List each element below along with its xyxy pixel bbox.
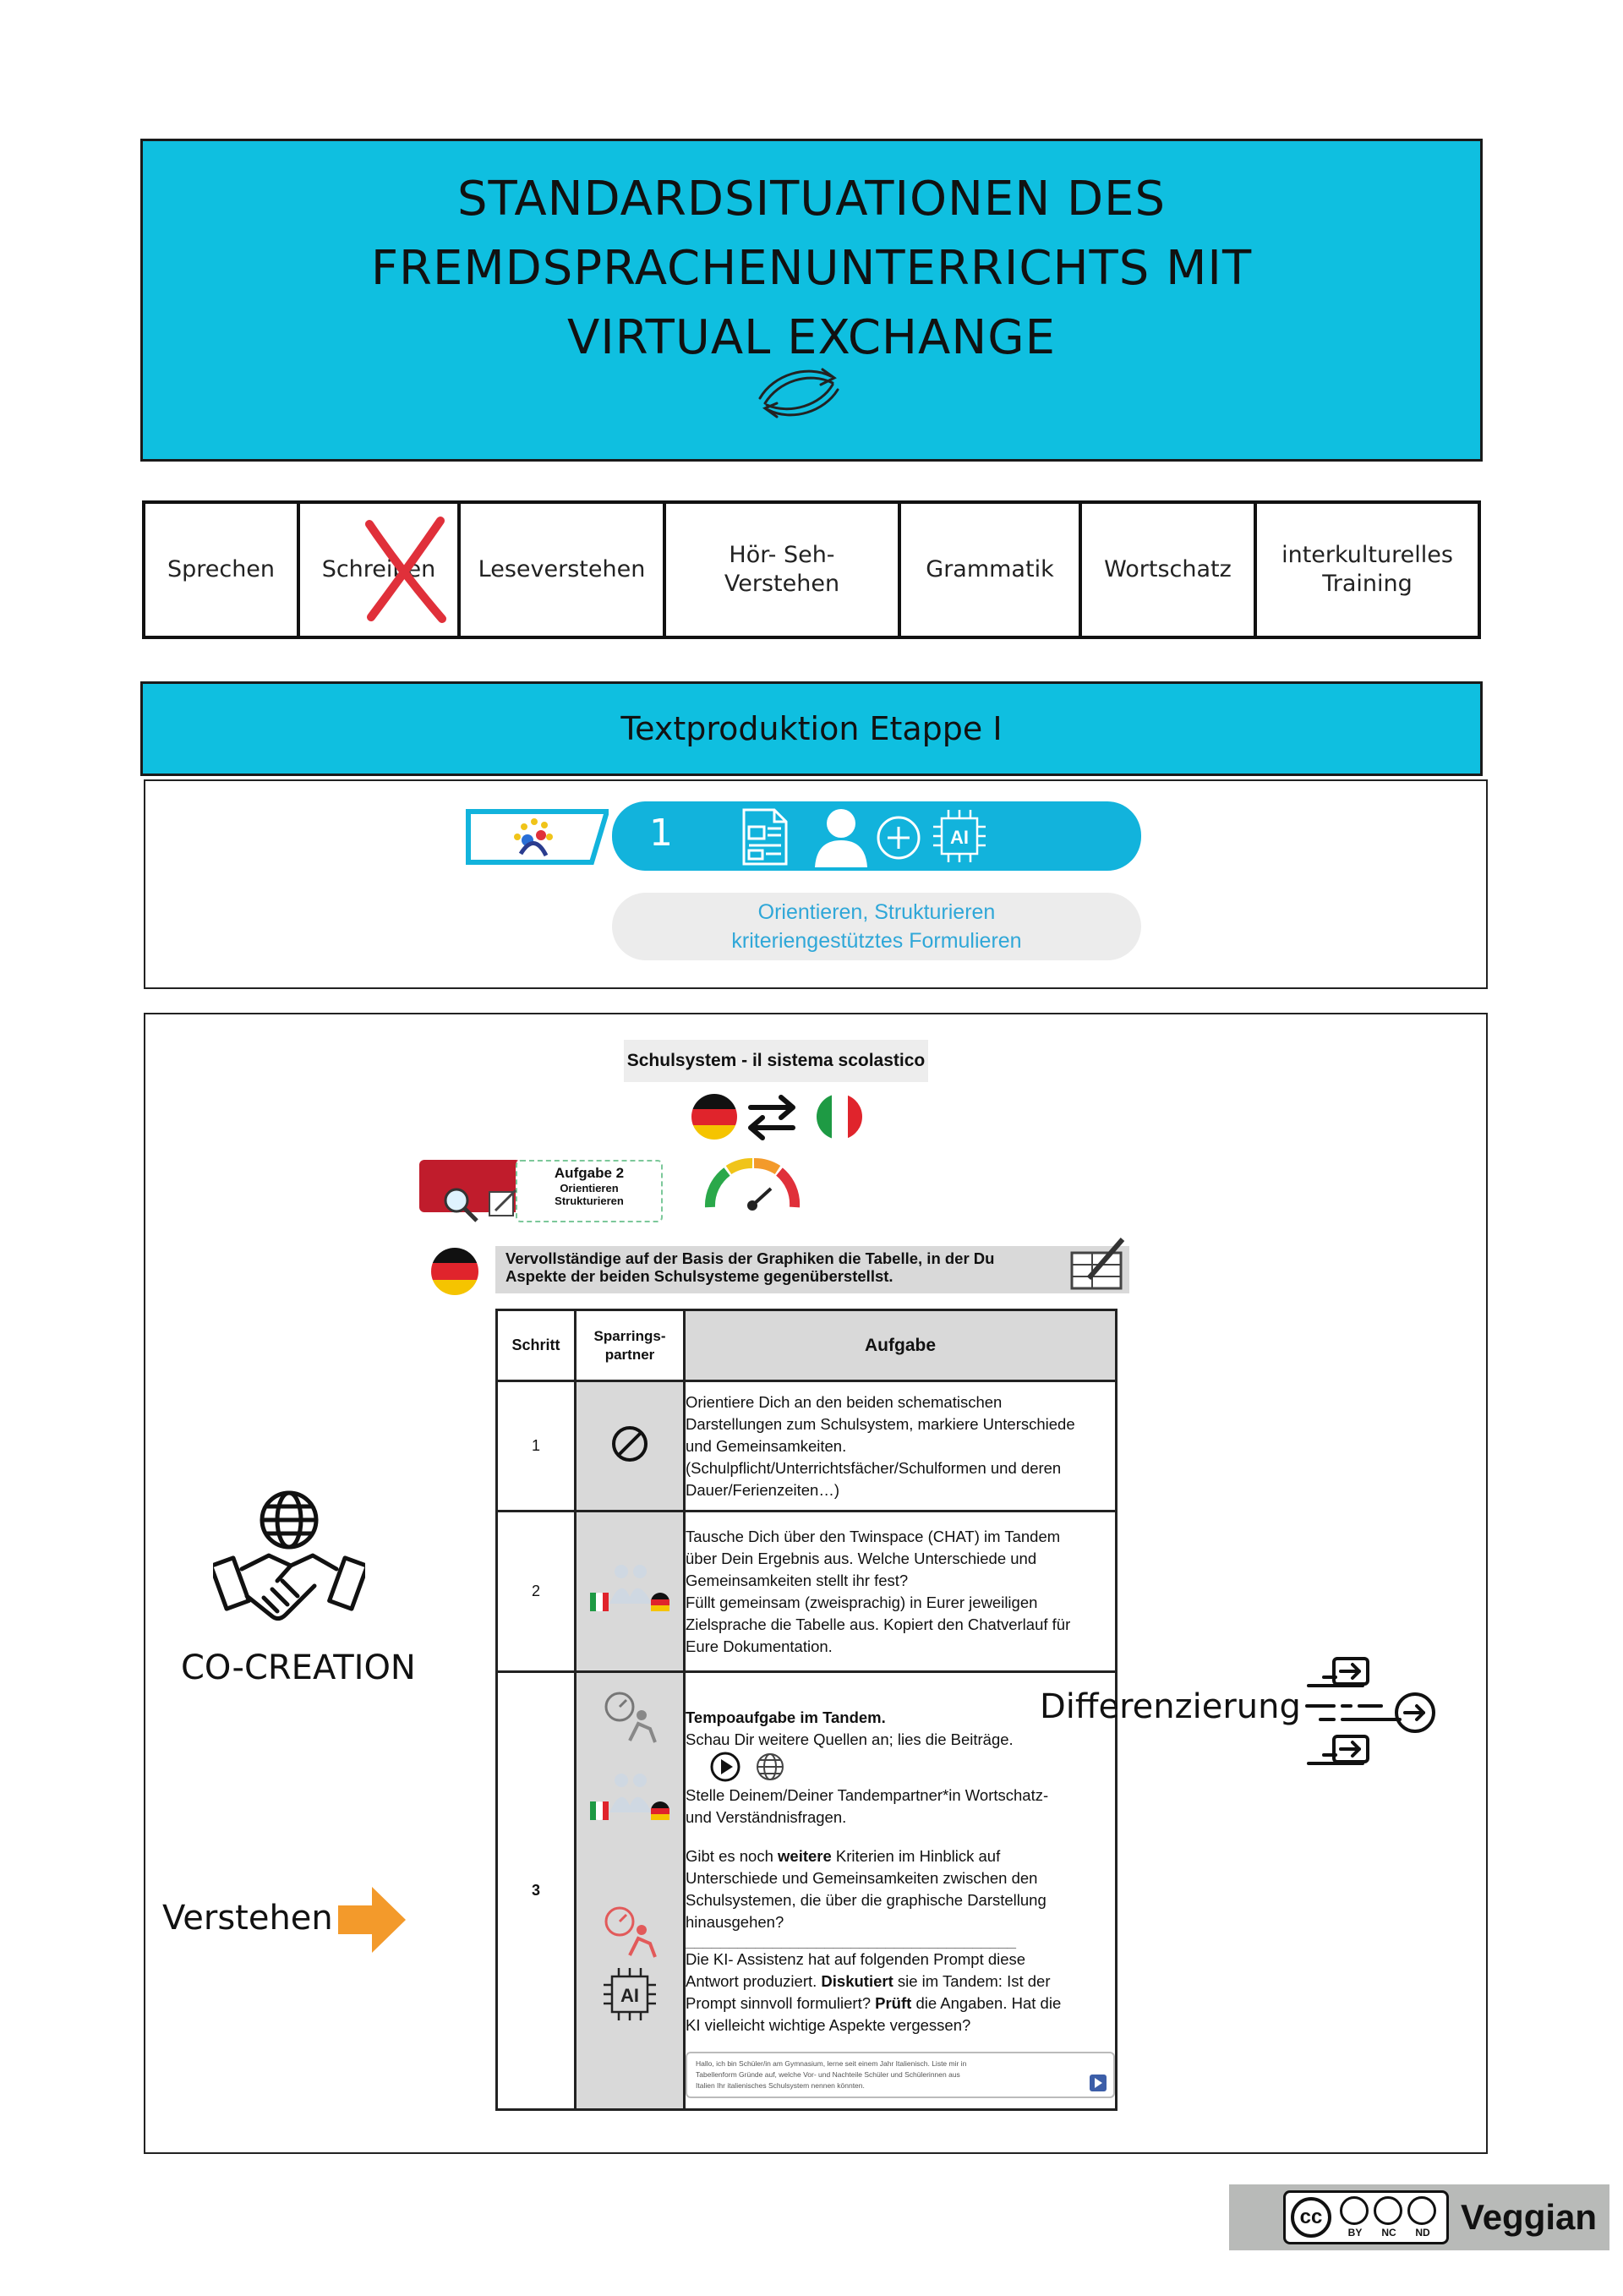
swap-arrows-icon xyxy=(746,1094,798,1141)
license-badge xyxy=(1229,2184,1609,2250)
skills-bar xyxy=(142,500,1481,639)
worksheet-heading-text: Schulsystem - il sistema scolastico xyxy=(626,1051,926,1070)
table-row xyxy=(497,1672,1117,2110)
aufgabe-sub-2: Strukturieren xyxy=(555,1194,624,1207)
task-table xyxy=(495,1309,1118,2111)
prompt-box xyxy=(686,2052,1115,2098)
skill-label: Grammatik xyxy=(926,556,1054,582)
title-line-2: FREMDSPRACHENUNTERRICHTS MIT xyxy=(370,241,1253,296)
task-line: Darstellungen zum Schulsystem, markiere Unterschiede xyxy=(686,1414,1075,1433)
nc-label: NC xyxy=(1381,2227,1396,2239)
task-cell xyxy=(685,1672,1117,2110)
text-part: Gibt es noch xyxy=(686,1847,779,1865)
skill-wortschatz[interactable] xyxy=(1082,504,1257,636)
phase-box xyxy=(144,779,1488,989)
task-line: KI vielleicht wichtige Aspekte vergessen? xyxy=(686,2016,971,2034)
aufgabe-card xyxy=(418,1158,663,1222)
german-flag-small-icon xyxy=(429,1246,480,1297)
task-cell xyxy=(685,1381,1117,1512)
instruction-line-1: Vervollständige auf der Basis der Graphiken die Tabelle, in der Du xyxy=(505,1249,995,1267)
skill-label: Leseverstehen xyxy=(478,556,646,582)
table-row xyxy=(497,1381,1117,1512)
german-flag-icon xyxy=(690,1092,739,1141)
differentiation-icon xyxy=(1300,1652,1439,1775)
nc-icon xyxy=(1374,2196,1402,2225)
text-part: die Angaben. Hat die xyxy=(911,1994,1062,2012)
etwinning-logo-icon xyxy=(465,806,609,867)
phase-number: 1 xyxy=(649,812,673,855)
brand-name: Veggian xyxy=(1461,2197,1598,2237)
partner-cell xyxy=(576,1672,685,2110)
send-icon xyxy=(1090,2075,1107,2091)
phase-description xyxy=(612,893,1141,960)
by-label: BY xyxy=(1347,2227,1363,2239)
page-title xyxy=(143,141,1480,373)
table-row xyxy=(497,1512,1117,1672)
task-line: Zielsprache die Tabelle aus. Kopiert den Chatverlauf für xyxy=(686,1615,1071,1633)
tempo-title: Tempoaufgabe im Tandem. xyxy=(686,1708,886,1726)
phase-line-1: Orientieren, Strukturieren xyxy=(757,900,996,924)
add-icon xyxy=(876,815,921,861)
verstehen-label: Verstehen xyxy=(162,1899,333,1938)
separator: ______________________________________ xyxy=(686,1933,1016,1949)
task-cell xyxy=(685,1512,1117,1672)
task-line: und Gemeinsamkeiten. xyxy=(686,1436,847,1455)
prompt-line: Hallo, ich bin Schüler/in am Gymnasium, lerne seit einem Jahr Italienisch. Liste mir in xyxy=(696,2059,967,2068)
task-line: Orientiere Dich an den beiden schematischen xyxy=(686,1392,1003,1411)
cc-icon: cc xyxy=(1291,2197,1331,2238)
ai-chip-icon xyxy=(930,808,989,864)
cocreation-label: CO-CREATION xyxy=(181,1648,416,1687)
title-line-1: STANDARDSITUATIONEN DES xyxy=(456,172,1167,227)
edit-icon xyxy=(487,1187,519,1219)
task-line: Tausche Dich über den Twinspace (CHAT) im Tandem xyxy=(686,1527,1061,1545)
skill-label: Hör- Seh- Verstehen xyxy=(724,542,840,597)
text-part: Prompt sinnvoll formuliert? xyxy=(686,1994,876,2012)
header-aufgabe-label: Aufgabe xyxy=(865,1335,936,1355)
task-line xyxy=(686,1845,1115,1867)
aufgabe-title: Aufgabe 2 xyxy=(554,1165,625,1181)
etappe-banner xyxy=(140,681,1483,776)
task-line: Schau Dir weitere Quellen an; lies die Beiträge. xyxy=(686,1730,1014,1748)
task-line: Schulsystemen, die über die graphische Darstellung xyxy=(686,1891,1046,1909)
task-line: Dauer/Ferienzeiten…) xyxy=(686,1480,839,1499)
instruction-bar xyxy=(495,1246,1129,1293)
title-line-3: VIRTUAL EXCHANGE xyxy=(566,310,1057,365)
skill-leseverstehen[interactable] xyxy=(461,504,666,636)
nd-icon xyxy=(1407,2196,1436,2225)
step-number: 2 xyxy=(497,1512,576,1672)
task-line: Füllt gemeinsam (zweisprachig) in Eurer jeweiligen xyxy=(686,1593,1038,1611)
task-line: hinausgehen? xyxy=(686,1913,784,1931)
tandem-partners-icon xyxy=(587,1560,672,1619)
partner-cell xyxy=(576,1512,685,1672)
header-partner xyxy=(576,1310,685,1381)
skill-label: Sprechen xyxy=(167,556,276,582)
prompt-line: Italien Ihr italienisches Schulsystem nennen könnten. xyxy=(696,2081,865,2090)
document-icon xyxy=(739,806,791,867)
skill-hoer-seh-verstehen[interactable] xyxy=(666,504,901,636)
title-banner xyxy=(140,139,1483,462)
phase-line-2: kriteriengestütztes Formulieren xyxy=(731,929,1022,953)
skill-grammatik[interactable] xyxy=(901,504,1082,636)
play-icon[interactable] xyxy=(709,1751,741,1783)
nd-label: ND xyxy=(1415,2227,1430,2239)
task-line: Stelle Deinem/Deiner Tandempartner*in Wortschatz- xyxy=(686,1786,1049,1804)
partner-cell xyxy=(576,1381,685,1512)
tandem-partners-icon xyxy=(587,1768,672,1828)
aufgabe-dashed-box xyxy=(516,1160,663,1222)
cross-out-icon xyxy=(359,516,452,626)
step-number: 1 xyxy=(497,1381,576,1512)
task-line: Die KI- Assistenz hat auf folgenden Prompt diese xyxy=(686,1950,1026,1968)
person-icon xyxy=(812,805,871,869)
exchange-arrows-icon xyxy=(748,358,850,429)
globe-icon[interactable] xyxy=(754,1751,786,1783)
by-icon xyxy=(1340,2196,1369,2225)
ai-chip-label: AI xyxy=(950,827,969,848)
header-schritt-label: Schritt xyxy=(511,1337,560,1353)
task-line: (Schulpflicht/Unterrichtsfächer/Schulformen und deren xyxy=(686,1458,1062,1477)
task-line: über Dein Ergebnis aus. Welche Unterschiede und xyxy=(686,1549,1037,1567)
step-number: 3 xyxy=(497,1672,576,2110)
timer-runner-red-icon xyxy=(596,1900,664,1962)
emphasis: Diskutiert xyxy=(821,1972,893,1990)
no-partner-icon xyxy=(610,1424,649,1463)
timer-runner-icon xyxy=(596,1685,664,1747)
skill-label: interkulturelles Training xyxy=(1281,542,1453,597)
task-line: Unterschiede und Gemeinsamkeiten zwischen den xyxy=(686,1869,1038,1887)
differenzierung-label: Differenzierung xyxy=(1040,1687,1301,1726)
phase-pill xyxy=(612,801,1141,871)
send-button[interactable] xyxy=(1090,2075,1107,2091)
header-aufgabe xyxy=(685,1310,1117,1381)
skill-interkulturelles-training[interactable] xyxy=(1257,504,1478,636)
header-partner-line-1: Sparrings- xyxy=(593,1327,666,1344)
difficulty-gauge-icon xyxy=(702,1151,803,1216)
text-part: Antwort produziert. xyxy=(686,1972,822,1990)
text-part: sie im Tandem: Ist der xyxy=(893,1972,1051,1990)
writing-pencil-icon xyxy=(1067,1234,1129,1293)
header-schritt xyxy=(497,1310,576,1381)
cc-badge xyxy=(1283,2190,1449,2244)
emphasis: Prüft xyxy=(875,1994,912,2012)
skill-label: Schreiben xyxy=(321,556,436,582)
etappe-title: Textproduktion Etappe I xyxy=(620,710,1003,747)
ai-chip-icon xyxy=(600,1966,659,2022)
instruction-line-2: Aspekte der beiden Schulsysteme gegenüberstellst. xyxy=(505,1267,893,1285)
task-line: Eure Dokumentation. xyxy=(686,1637,833,1655)
task-line xyxy=(686,1971,1115,1993)
italian-flag-icon xyxy=(815,1092,864,1141)
task-line xyxy=(686,1993,1115,2014)
task-line: und Verständnisfragen. xyxy=(686,1808,847,1826)
ai-chip-label: AI xyxy=(620,1985,639,2006)
media-icons xyxy=(686,1751,1115,1785)
prompt-line: Tabellenform Gründe auf, welche Vor- und Nachteile Schüler und Schülerinnen aus xyxy=(696,2070,960,2079)
handshake-globe-icon xyxy=(213,1488,365,1628)
emphasis: weitere xyxy=(778,1847,832,1865)
worksheet-heading xyxy=(624,1040,928,1082)
aufgabe-sub-1: Orientieren xyxy=(560,1182,619,1194)
skill-sprechen[interactable] xyxy=(145,504,300,636)
task-line: Gemeinsamkeiten stellt ihr fest? xyxy=(686,1571,909,1589)
magnifier-icon xyxy=(440,1185,482,1224)
orange-arrow-icon xyxy=(336,1885,407,1954)
text-part: Kriterien im Hinblick auf xyxy=(831,1847,1001,1865)
skill-label: Wortschatz xyxy=(1104,556,1232,582)
skill-schreiben[interactable] xyxy=(300,504,461,636)
header-partner-line-2: partner xyxy=(604,1346,655,1363)
